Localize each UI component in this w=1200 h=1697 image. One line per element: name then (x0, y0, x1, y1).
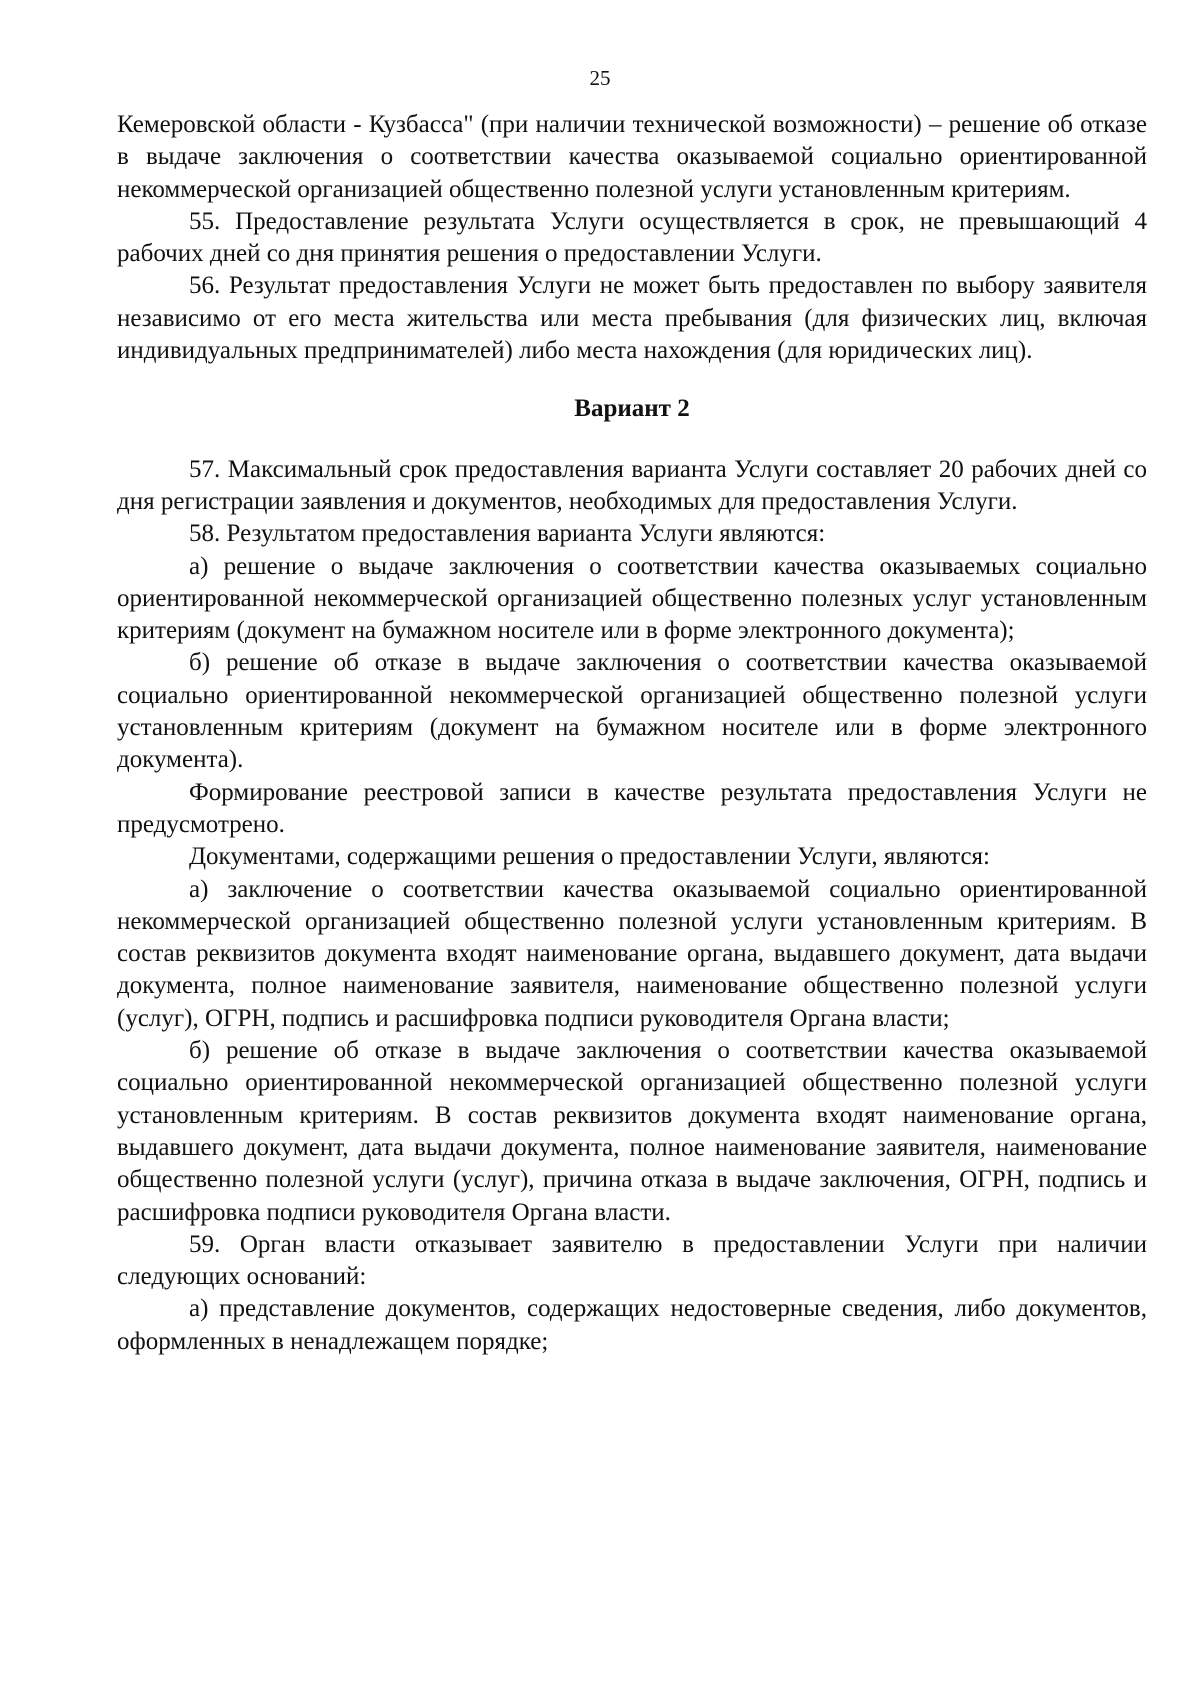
paragraph-registry-record: Формирование реестровой записи в качестве результата предоставления Услуги не предусмотрено. (117, 778, 1147, 838)
paragraph-continuation: Кемеровской области - Кузбасса" (при наличии технической возможности) – решение об отказе в выдаче заключения о соответствии качества оказываемой социально ориентированной некоммерческой организацией общественно полезной услуги установленным критериям. (117, 111, 1147, 203)
paragraph-59: 59. Орган власти отказывает заявителю в предоставлении Услуги при наличии следующих оснований: (117, 1230, 1147, 1291)
paragraph-documents-list: Документами, содержащими решения о предоставлении Услуги, являются: (189, 843, 990, 871)
paragraph-58-b: б) решение об отказе в выдаче заключения о соответствии качества оказываемой социально ориентированной некоммерческой организацией общественно полезной услуги установленным критериям (документ на бумажном носителе или в форме электронного документа). (117, 649, 1147, 774)
paragraph-56: 56. Результат предоставления Услуги не может быть предоставлен по выбору заявителя независимо от его места жительства или места пребывания (для физических лиц, включая индивидуальных предпринимателей) либо места нахождения (для юридических лиц). (117, 272, 1147, 365)
paragraph-58-a: а) решение о выдаче заключения о соответствии качества оказываемых социально ориентированной некоммерческой организацией общественно полезных услуг установленным критериям (документ на бумажном носителе или в форме электронного документа); (117, 552, 1147, 645)
paragraph-55: 55. Предоставление результата Услуги осуществляется в срок, не превышающий 4 рабочих дней со дня принятия решения о предоставлении Услуги. (117, 207, 1147, 268)
paragraph-58: 58. Результатом предоставления варианта Услуги являются: (189, 520, 826, 548)
paragraph-57: 57. Максимальный срок предоставления варианта Услуги составляет 20 рабочих дней со дня регистрации заявления и документов, необходимых для предоставления Услуги. (117, 455, 1147, 515)
paragraph-59-a: а) представление документов, содержащих недостоверные сведения, либо документов, оформленных в ненадлежащем порядке; (117, 1295, 1147, 1355)
page-number: 25 (589, 66, 611, 90)
paragraph-documents-a: а) заключение о соответствии качества оказываемой социально ориентированной некоммерческой организацией общественно полезной услуги установленным критериям. В состав реквизитов документа входят наименование органа, выдавшего документ, дата выдачи документа, полное наименование заявителя, наименование общественно полезной услуги (услуг), ОГРН, подпись и расшифровка подписи руководителя Органа власти; (117, 875, 1147, 1032)
section-heading: Вариант 2 (574, 395, 690, 423)
paragraph-documents-b: б) решение об отказе в выдаче заключения о соответствии качества оказываемой социально ориентированной некоммерческой организацией общественно полезной услуги установленным критериям. В состав реквизитов документа входят наименование органа, выдавшего документ, дата выдачи документа, полное наименование заявителя, наименование общественно полезной услуги (услуг), причина отказа в выдаче заключения, ОГРН, подпись и расшифровка подписи руководителя Органа власти. (117, 1037, 1147, 1226)
document-body (117, 109, 1147, 1358)
